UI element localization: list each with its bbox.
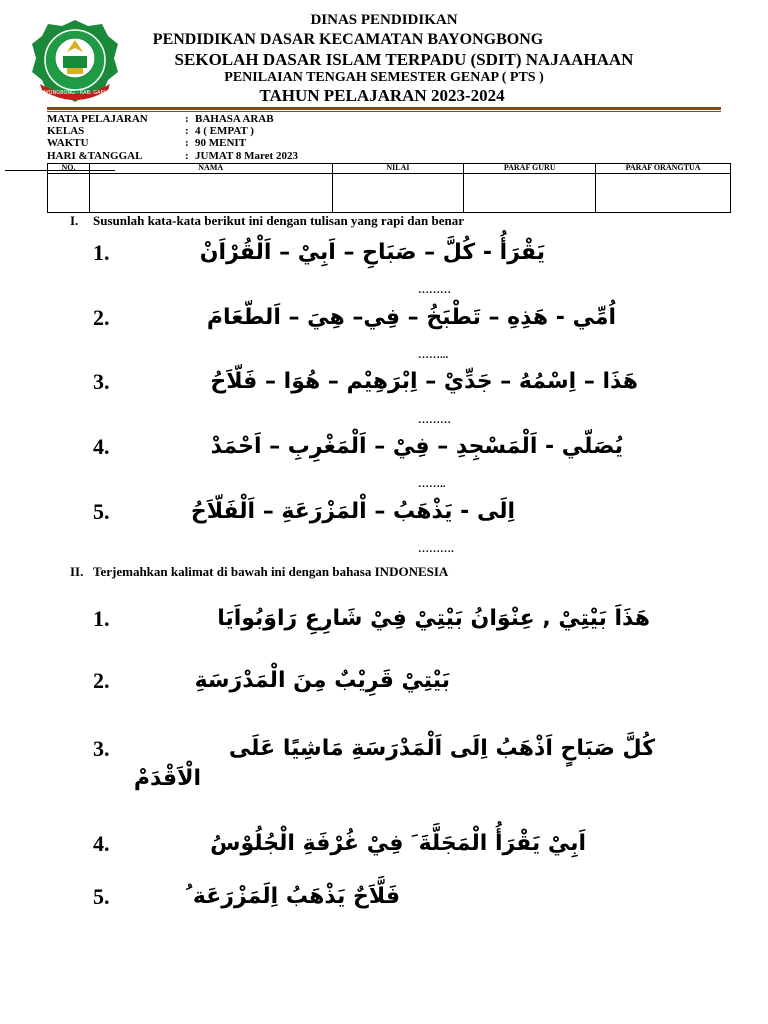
question-number: 2. [93,305,110,330]
question-number: 1. [93,606,110,631]
header-line-4: PENILAIAN TENGAH SEMESTER GENAP ( PTS ) [224,70,544,85]
arabic-sentence-continued: الْاَقْدَمْ [133,766,201,791]
question-number: 2. [93,668,110,693]
arabic-sentence: فَلَّاَحٌ يَذْهَبُ اِلَمَزْرَعَة ُ [185,884,400,909]
section-title: Terjemahkan kalimat di bawah ini dengan bahasa INDONESIA [93,564,449,579]
info-value: JUMAT 8 Maret 2023 [195,150,298,162]
question-number: 3. [93,369,110,394]
info-value: 90 MENIT [195,137,247,149]
section-number: I. [70,213,79,228]
answer-dots: ……… [418,284,451,296]
header-line-5: TAHUN PELAJARAN 2023-2024 [259,86,505,105]
col-header-score: NILAI [332,164,464,174]
info-key: HARI &TANGGAL [47,150,143,162]
arabic-sentence: بَيْتِيْ قَرِيْبٌ مِنَ الْمَدْرَسَةِ [194,668,450,693]
header-line-2: PENDIDIKAN DASAR KECAMATAN BAYONGBONG [152,31,544,48]
cell-no[interactable] [48,174,90,213]
col-header-no: NO. [48,164,90,174]
cell-teacher-sign[interactable] [464,174,596,213]
info-sep: : [185,125,189,137]
info-value: BAHASA ARAB [195,113,274,125]
info-key: WAKTU [47,137,89,149]
student-table [47,163,731,213]
header-line-1: DINAS PENDIDIKAN [310,12,458,28]
section-number: II. [70,564,84,579]
arabic-words: هَذَا – اِسْمُهُ – جَدِّيْ – اِبْرَهِيْم – هُوَا – فَلّاَحُ [210,369,638,394]
answer-dots: ………. [418,543,454,555]
cell-name[interactable] [89,174,332,213]
question-number: 4. [93,434,110,459]
info-sep: : [185,137,189,149]
question-number: 4. [93,831,110,856]
answer-dots: ……… [418,414,451,426]
arabic-words: اِلَى - يَذْهَبُ – اْلمَزْرَعَةِ – اَلْفَلّاَحُ [190,499,515,524]
arabic-words: يُصَلّي - اَلْمَسْجِدِ – فِيْ – اَلْمَغْرِبِ – اَحْمَدْ [210,434,623,459]
col-header-name: NAMA [89,164,332,174]
arabic-words: يَقْرَأُ - كُلَّ – صَبَاحِ – اَبِيْ – اَلْقُرْاَنْ [199,240,545,265]
arabic-words: اُمِّي - هَذِهِ – تَطْبَخُ – فِي– هِيَ – اَلطّعَامَ [206,305,616,330]
arabic-sentence: اَبِيْ يَقْرَأُ الْمَجَلَّةَ َ فِيْ غُرْفَةِ الْجُلُوْسُ [210,831,586,856]
question-number: 1. [93,240,110,265]
info-key: KELAS [47,125,85,137]
question-number: 5. [93,499,110,524]
question-number: 5. [93,884,110,909]
info-sep: : [185,150,189,162]
section-title: Susunlah kata-kata berikut ini dengan tulisan yang rapi dan benar [93,213,464,228]
col-header-teacher-sign: PARAF GURU [464,164,596,174]
info-key: MATA PELAJARAN [47,113,148,125]
header-line-3: SEKOLAH DASAR ISLAM TERPADU (SDIT) NAJAAHAAN [174,50,634,69]
cell-parent-sign[interactable] [596,174,731,213]
col-header-parent-sign: PARAF ORANGTUA [596,164,731,174]
cell-score[interactable] [332,174,464,213]
arabic-sentence: هَذَاَ بَيْتِيْ , عِنْوَانُ بَيْتِيْ فِيْ شَارِعِ رَاوَبُواَيَا [217,606,650,631]
info-value: 4 ( EMPAT ) [195,125,254,137]
header-rule-thick [47,107,721,110]
answer-dots: …….. [418,478,446,490]
info-sep: : [185,113,189,125]
arabic-sentence: كُلَّ صَبَاحٍ اَذْهَبُ اِلَى اَلْمَدْرَسَةِ مَاشِيًا عَلَى [228,736,655,761]
header-rule-thin [47,111,721,112]
question-number: 3. [93,736,110,761]
logo-ribbon-text: BAYONGBONG - KAB. GARUT [39,90,111,96]
answer-dots: ……... [418,349,449,361]
